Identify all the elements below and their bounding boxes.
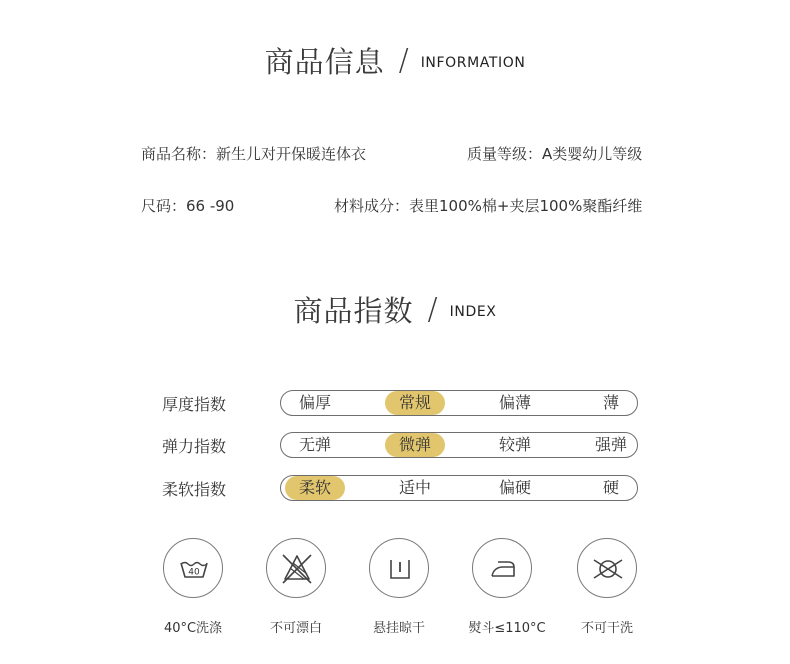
thickness-option: 薄: [602, 393, 619, 412]
thickness-option: 偏薄: [498, 393, 531, 412]
softness-index-bar: [280, 475, 638, 501]
iron-label: 熨斗≤110°C: [468, 621, 546, 636]
index-section-title: [0, 289, 790, 330]
softness-option: 适中: [398, 478, 431, 497]
index-title-cn: 商品指数: [293, 294, 414, 328]
softness-option: 偏硬: [498, 478, 531, 497]
elasticity-option: 微弹: [385, 433, 445, 457]
no-dry-clean-label: 不可干洗: [580, 621, 633, 636]
no-bleach-label: 不可漂白: [269, 621, 322, 636]
size-range: 尺码：66 -90: [141, 197, 235, 215]
wash-40-label: 40°C洗涤: [163, 621, 223, 636]
material-composition: 材料成分：表里100%棉+夹层100%聚酯纤维: [334, 197, 643, 215]
thickness-index-bar: [280, 390, 638, 416]
elasticity-index-bar: [280, 432, 638, 458]
softness-option: 柔软: [285, 476, 345, 500]
info-title-en: INFORMATION: [420, 54, 526, 71]
no-dry-clean-icon: [577, 538, 637, 598]
softness-index-label: 柔软指数: [162, 480, 227, 499]
thickness-option: 常规: [385, 391, 445, 415]
thickness-index-row: [0, 390, 790, 416]
info-section-title: [0, 40, 790, 81]
wash-temp-badge: 40: [188, 567, 200, 578]
info-title-cn: 商品信息: [264, 45, 385, 79]
elasticity-index-row: [0, 432, 790, 458]
elasticity-option: 较弹: [498, 435, 531, 454]
thickness-index-label: 厚度指数: [162, 395, 227, 414]
iron-icon: [472, 538, 532, 598]
no-bleach-icon: [266, 538, 326, 598]
softness-option: 硬: [602, 478, 619, 497]
elasticity-index-label: 弹力指数: [162, 437, 227, 456]
elasticity-option: 无弹: [298, 435, 331, 454]
hang-dry-icon: [369, 538, 429, 598]
thickness-option: 偏厚: [298, 393, 331, 412]
index-title-slash: /: [427, 292, 438, 327]
hang-dry-label: 悬挂晾干: [372, 621, 425, 636]
index-title-en: INDEX: [449, 303, 497, 320]
wash-40-icon: [163, 538, 223, 598]
info-title-slash: /: [398, 43, 409, 78]
product-name: 商品名称：新生儿对开保暖连体衣: [141, 145, 367, 163]
softness-index-row: [0, 475, 790, 501]
quality-grade: 质量等级：A类婴幼儿等级: [467, 145, 643, 163]
elasticity-option: 强弹: [594, 435, 627, 454]
